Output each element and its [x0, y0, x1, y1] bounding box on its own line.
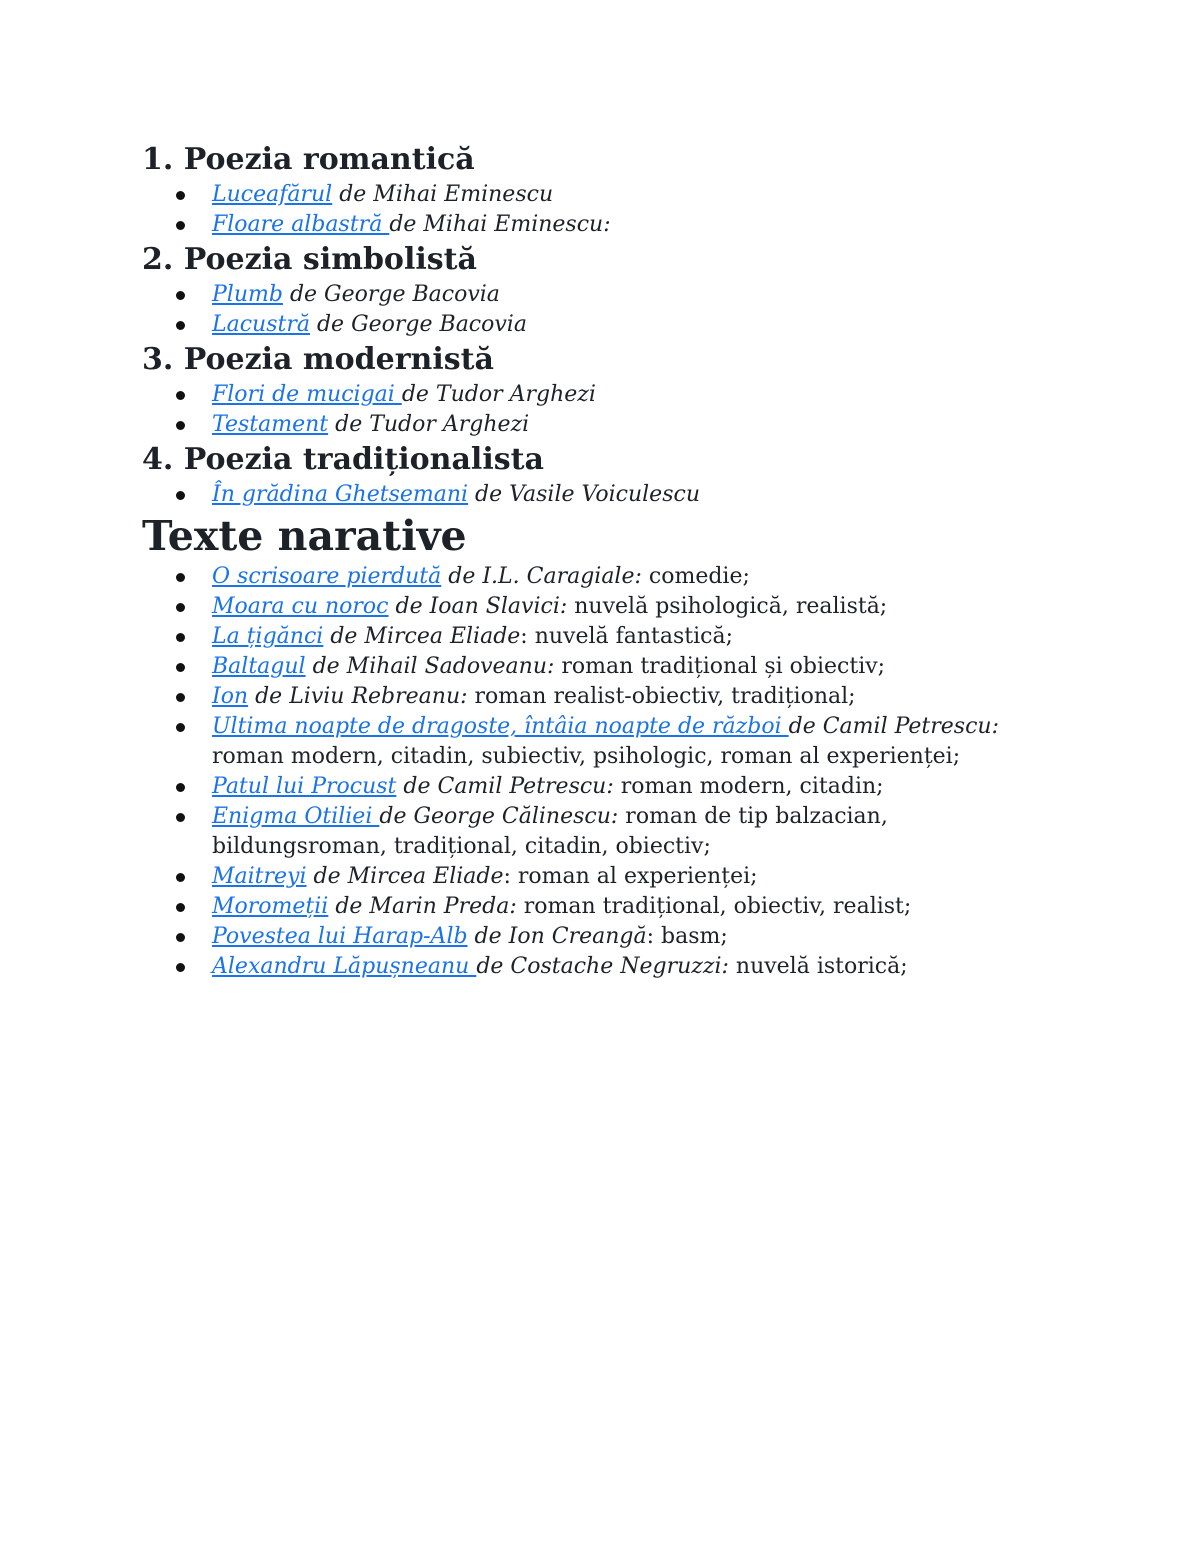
work-description: roman tradițional, obiectiv, realist;: [516, 894, 912, 919]
bullet-icon: [176, 491, 185, 500]
bullet-icon: [176, 321, 185, 330]
list-item: [142, 310, 1042, 340]
narrative-heading: Texte narative: [142, 512, 467, 560]
work-title-link[interactable]: La țigănci: [212, 624, 324, 649]
work-description: : nuvelă fantastică;: [520, 624, 734, 649]
work-title-link[interactable]: Flori de mucigai: [212, 382, 402, 407]
work-title-link[interactable]: Testament: [212, 412, 329, 437]
section-heading-symbolist: 2. Poezia simbolistă: [142, 242, 477, 277]
work-author: de Mihai Eminescu: [332, 182, 554, 207]
list-item: [142, 892, 1042, 922]
work-description: roman tradițional și obiectiv;: [554, 654, 886, 679]
work-title-link[interactable]: Floare albastră: [212, 212, 390, 237]
list-item: [142, 562, 1042, 592]
work-title-link[interactable]: O scrisoare pierdută: [212, 564, 442, 589]
work-author: de I.L. Caragiale:: [441, 564, 642, 589]
work-title-link[interactable]: Baltagul: [212, 654, 306, 679]
work-title-link[interactable]: Moromeții: [212, 894, 329, 919]
list-item: [142, 952, 1042, 982]
work-author: de Camil Petrescu:: [788, 714, 999, 739]
list-item: [142, 480, 1042, 510]
work-description: nuvelă istorică;: [728, 954, 908, 979]
work-author: de Camil Petrescu:: [396, 774, 614, 799]
work-description: : roman al experienței;: [503, 864, 758, 889]
work-title-link[interactable]: Luceafărul: [212, 182, 333, 207]
list-item: [142, 682, 1042, 712]
list-item: [142, 922, 1042, 952]
bullet-icon: [176, 933, 185, 942]
works-list-modernist: [142, 380, 1042, 440]
work-author: de Vasile Voiculescu: [468, 482, 700, 507]
bullet-icon: [176, 573, 185, 582]
work-author: de Liviu Rebreanu:: [248, 684, 468, 709]
work-description: nuvelă psihologică, realistă;: [567, 594, 888, 619]
bullet-icon: [176, 873, 185, 882]
bullet-icon: [176, 903, 185, 912]
bullet-icon: [176, 783, 185, 792]
work-author: de George Bacovia: [282, 282, 500, 307]
work-title-link[interactable]: Patul lui Procust: [212, 774, 397, 799]
work-title-link[interactable]: Ion: [212, 684, 249, 709]
work-author: de Ioan Slavici:: [388, 594, 568, 619]
work-title-link[interactable]: Alexandru Lăpușneanu: [212, 954, 477, 979]
bullet-icon: [176, 693, 185, 702]
works-list-symbolist: [142, 280, 1042, 340]
work-description: roman modern, citadin, subiectiv, psihologic, roman al experienței;: [212, 744, 961, 769]
work-title-link[interactable]: Povestea lui Harap-Alb: [212, 924, 468, 949]
work-title-link[interactable]: Lacustră: [212, 312, 310, 337]
bullet-icon: [176, 633, 185, 642]
work-description: roman de tip balzacian, bildungsroman, tradițional, citadin, obiectiv;: [212, 804, 888, 859]
work-description: roman realist-obiectiv, tradițional;: [467, 684, 856, 709]
work-author: de Mihai Eminescu:: [389, 212, 611, 237]
bullet-icon: [176, 663, 185, 672]
work-author: de Costache Negruzzi:: [476, 954, 729, 979]
list-item: [142, 652, 1042, 682]
bullet-icon: [176, 723, 185, 732]
work-description: comedie;: [641, 564, 750, 589]
work-author: de Mircea Eliade: [323, 624, 521, 649]
work-author: de Marin Preda:: [328, 894, 517, 919]
list-item: [142, 280, 1042, 310]
section-heading-romantic: 1. Poezia romantică: [142, 142, 475, 177]
section-heading-traditionalist: 4. Poezia tradiționalista: [142, 442, 544, 477]
work-author: de George Călinescu:: [379, 804, 619, 829]
work-author: de Mihail Sadoveanu:: [305, 654, 555, 679]
work-author: de George Bacovia: [309, 312, 527, 337]
list-item: [142, 180, 1042, 210]
bullet-icon: [176, 813, 185, 822]
document-page: [142, 140, 1042, 982]
bullet-icon: [176, 391, 185, 400]
work-author: de Tudor Arghezi: [328, 412, 530, 437]
work-author: de Mircea Eliade: [306, 864, 504, 889]
work-description: roman modern, citadin;: [613, 774, 884, 799]
list-item: [142, 622, 1042, 652]
section-heading-modernist: 3. Poezia modernistă: [142, 342, 494, 377]
list-item: [142, 772, 1042, 802]
works-list-narrative: [142, 562, 1042, 982]
bullet-icon: [176, 421, 185, 430]
work-title-link[interactable]: Plumb: [212, 282, 283, 307]
list-item: [142, 410, 1042, 440]
works-list-romantic: [142, 180, 1042, 240]
list-item: [142, 712, 1042, 772]
work-title-link[interactable]: Moara cu noroc: [212, 594, 389, 619]
work-author: de Tudor Arghezi: [401, 382, 596, 407]
bullet-icon: [176, 291, 185, 300]
work-description: : basm;: [646, 924, 728, 949]
list-item: [142, 862, 1042, 892]
work-title-link[interactable]: În grădina Ghetsemani: [212, 482, 469, 507]
works-list-traditionalist: [142, 480, 1042, 510]
list-item: [142, 802, 1042, 862]
bullet-icon: [176, 603, 185, 612]
work-title-link[interactable]: Enigma Otiliei: [212, 804, 380, 829]
list-item: [142, 210, 1042, 240]
work-author: de Ion Creangă: [467, 924, 647, 949]
list-item: [142, 380, 1042, 410]
work-title-link[interactable]: Ultima noapte de dragoste, întâia noapte de război: [212, 714, 789, 739]
work-title-link[interactable]: Maitreyi: [212, 864, 307, 889]
bullet-icon: [176, 221, 185, 230]
bullet-icon: [176, 963, 185, 972]
list-item: [142, 592, 1042, 622]
bullet-icon: [176, 191, 185, 200]
